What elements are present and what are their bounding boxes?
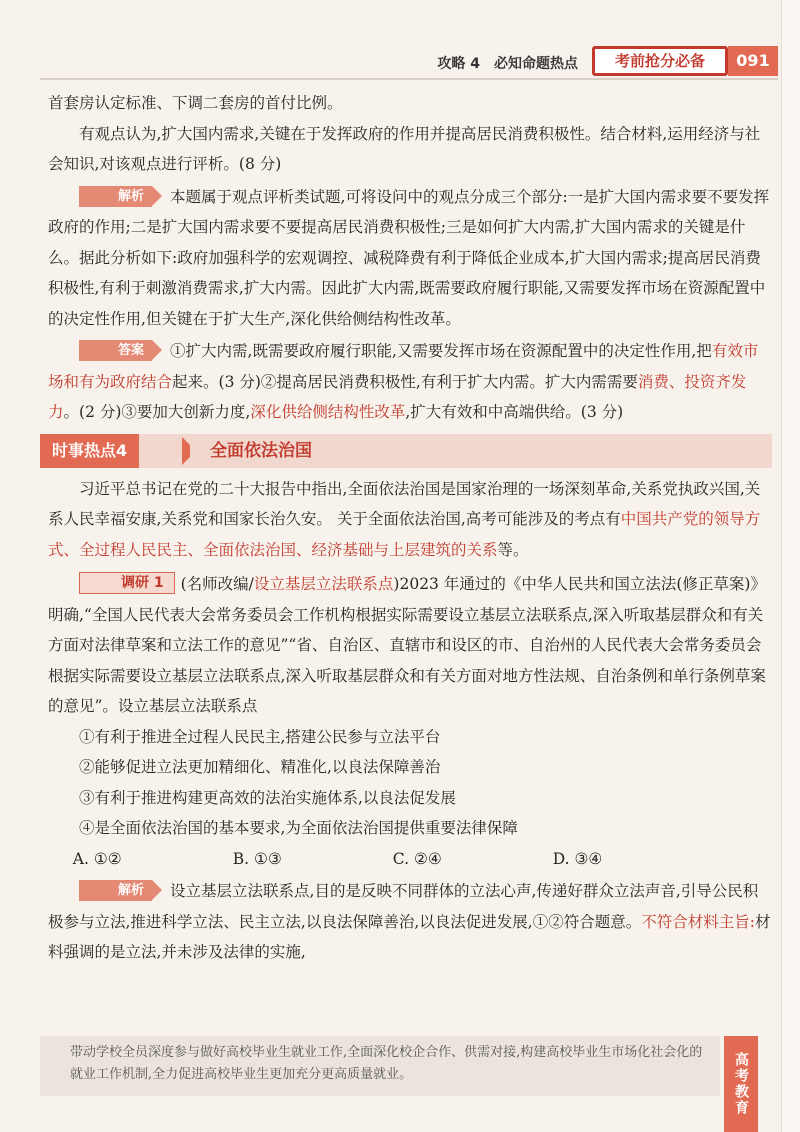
analysis-highlight: 不符合材料主旨: — [641, 912, 755, 931]
header-section-title: 攻略 4 必知命题热点 — [437, 56, 578, 72]
research-tag: 调研 1 — [79, 572, 175, 594]
analysis-block-2 — [48, 876, 772, 968]
analysis-text: 本题属于观点评析类试题,可将设问中的观点分成三个部分:一是扩大国内需求要不要发挥政府的作用;二是扩大国内需求要不要提高居民消费积极性;三是如何扩大内需,扩大国内需求的关键是什么。据此分析如下:政府加强科学的宏观调控、减税降费有利于降低企业成本,扩大国内需求;提高居民消费积极性,有利于刺激消费需求,扩大内需。因此扩大内需,既需要政府履行职能,又需要发挥市场在资源配置中的决定性作用,但关键在于扩大生产,深化供给侧结构性改革。 — [48, 187, 770, 328]
option-item: ③有利于推进构建更高效的法治实施体系,以良法促发展 — [79, 788, 456, 807]
page-number: 091 — [728, 46, 778, 76]
research-stem — [48, 569, 772, 722]
answer-choices — [48, 844, 772, 875]
section-label: 时事热点4 — [40, 434, 139, 468]
hotspot-text: 等。 — [497, 540, 529, 559]
footer-banner — [40, 1036, 720, 1096]
answer-text: 。(2 分)③要加大创新力度, — [63, 403, 251, 421]
answer-highlight: 深化供给侧结构性改革 — [250, 403, 406, 421]
research-source: (名师改编/ — [180, 575, 254, 593]
intro-line: 首套房认定标准、下调二套房的首付比例。 — [48, 94, 343, 112]
answer-highlight: 有效市场和有为政府结合 — [48, 342, 759, 391]
option-item: ②能够促进立法更加精细化、精准化,以良法保障善治 — [79, 758, 441, 776]
answer-highlight: 消费、投资齐发力 — [48, 372, 747, 421]
hotspot-highlight: 中国共产党的领导方式、全过程人民民主、全面依法治国、经济基础与上层建筑的关系 — [48, 510, 761, 559]
main-content — [48, 88, 772, 968]
hotspot-text: 习近平总书记在党的二十大报告中指出,全面依法治国是国家治理的一场深刻革命,关系党执政兴国,关系人民幸福安康,关系党和国家长治久安。 关于全面依法治国,高考可能涉及的考点有 — [48, 479, 761, 528]
footer-text: 带动学校全员深度参与做好高校毕业生就业工作,全面深化校企合作、供需对接,构建高校毕业生市场化社会化的就业工作机制,全力促进高校毕业生更加充分更高质量就业。 — [70, 1045, 703, 1082]
research-text: )2023 年通过的《中华人民共和国立法法(修正草案)》明确,“全国人民代表大会常务委员会工作机构根据实际需要设立基层立法联系点,深入听取基层群众和有关方面对法律草案和立法工作的意见”“省、自治区、直辖市和设区的市、自治州的人民代表大会常务委员会根据实际需要设立基层立法联系点,深入听取基层群众和有关方面对地方性法规、自治条例和单行条例草案的意见”。设立基层立法联系点 — [48, 575, 766, 715]
analysis-text: 设立基层立法联系点,目的是反映不同群体的立法心声,传递好群众立法声音,引导公民积极参与立法,推进科学立法、民主立法,以良法保障善治,以良法促进发展,①②符合题意。 — [48, 882, 759, 931]
answer-text: 起来。(3 分)②提高居民消费积极性,有利于扩大内需。扩大内需需要 — [172, 372, 638, 391]
answer-block-1 — [48, 336, 772, 428]
choice-c: C. ②④ — [392, 849, 442, 868]
section-title: 全面依法治国 — [210, 440, 312, 461]
analysis-block-1 — [48, 182, 772, 335]
section-heading — [40, 434, 772, 468]
choice-a: A. ①② — [72, 849, 122, 868]
option-item: ①有利于推进全过程人民民主,搭建公民参与立法平台 — [79, 727, 441, 746]
arrow-icon — [152, 340, 162, 360]
footer-badge: 高考教育 — [724, 1036, 758, 1132]
analysis-tag: 解析 — [79, 186, 152, 207]
option-item: ④是全面依法治国的基本要求,为全面依法治国提供重要法律保障 — [79, 819, 518, 837]
header-tag: 考前抢分必备 — [592, 46, 728, 76]
question-text: 有观点认为,扩大国内需求,关键在于发挥政府的作用并提高居民消费积极性。结合材料,运用经济与社会知识,对该观点进行评析。(8 分) — [48, 124, 761, 173]
answer-text: ①扩大内需,既需要政府履行职能,又需要发挥市场在资源配置中的决定性作用,把 — [170, 342, 712, 360]
header-divider — [40, 78, 778, 80]
choice-b: B. ①③ — [232, 849, 282, 868]
analysis-text: 材料强调的是立法,并未涉及法律的实施, — [48, 912, 771, 961]
page-spine — [781, 0, 800, 1132]
arrow-icon — [152, 880, 162, 900]
chevron-cutout — [190, 437, 204, 465]
analysis-tag: 解析 — [79, 880, 152, 901]
page-header — [0, 44, 800, 80]
choice-d: D. ③④ — [552, 849, 603, 868]
answer-tag: 答案 — [79, 340, 152, 361]
hotspot-paragraph — [48, 474, 772, 566]
research-source-highlight: 设立基层立法联系点 — [253, 575, 394, 593]
arrow-icon — [152, 186, 162, 206]
answer-text: ,扩大有效和中高端供给。(3 分) — [405, 403, 624, 421]
